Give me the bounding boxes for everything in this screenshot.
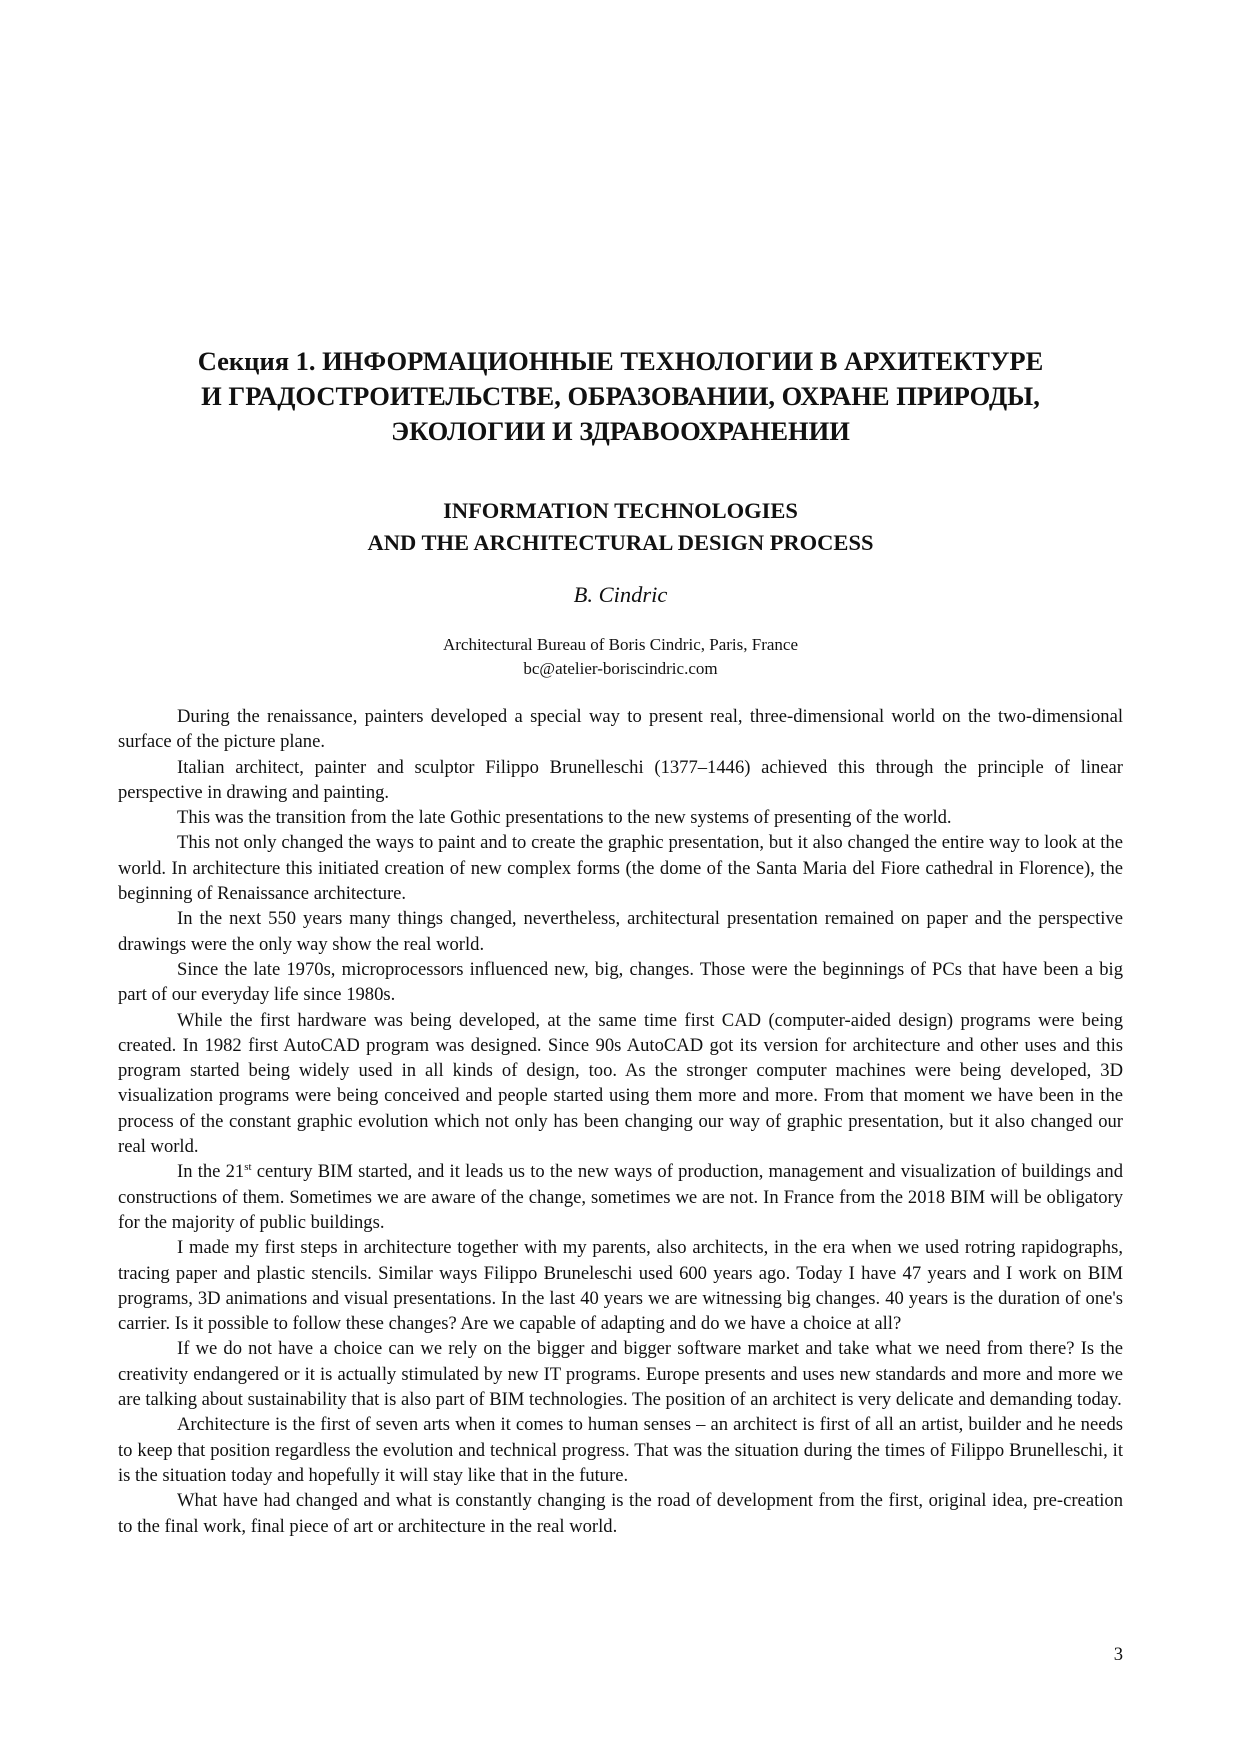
article-body xyxy=(118,704,1123,1539)
paragraph: In the next 550 years many things changed, nevertheless, architectural presentation remained on paper and the perspective drawings were the only way show the real world. xyxy=(118,908,1123,955)
paragraph: This not only changed the ways to paint and to create the graphic presentation, but it also changed the entire way to look at the world. In architecture this initiated creation of new complex forms (the dome of the Santa Maria del Fiore cathedral in Florence), the beginning of Renaissance architecture. xyxy=(118,832,1123,905)
paper-title-line: INFORMATION TECHNOLOGIES xyxy=(443,498,798,523)
paragraph: What have had changed and what is constantly changing is the road of development from the first, original idea, pre-creation to the final work, final piece of art or architecture in the real world. xyxy=(118,1490,1123,1537)
paper-title-line: AND THE ARCHITECTURAL DESIGN PROCESS xyxy=(367,530,874,555)
paragraph: Architecture is the first of seven arts when it comes to human senses – an architect is first of all an artist, builder and he needs to keep that position regardless the evolution and technical progress. That was the situation during the times of Filippo Brunelleschi, it is the situation today and hopefully it will stay like that in the future. xyxy=(118,1414,1123,1486)
ordinal-superscript: st xyxy=(244,1161,252,1174)
paragraph: Italian architect, painter and sculptor Filippo Brunelleschi (1377–1446) achieved this through the principle of linear perspective in drawing and painting. xyxy=(118,756,1123,803)
author-name: B. Cindric xyxy=(573,582,668,607)
paragraph: If we do not have a choice can we rely on the bigger and bigger software market and take what we need from there? Is the creativity endangered or it is actually stimulated by new IT programs. Europe presents and uses new standards and more and more we are talking about sustainability that is also part of BIM technologies. The position of an architect is very delicate and demanding today. xyxy=(118,1338,1123,1411)
section-heading xyxy=(118,344,1123,449)
paragraph: Since the late 1970s, microprocessors influenced new, big, changes. Those were the beginnings of PCs that have been a big part of our everyday life since 1980s. xyxy=(118,958,1123,1006)
section-heading-line: Секция 1. ИНФОРМАЦИОННЫЕ ТЕХНОЛОГИИ В АРХИТЕКТУРЕ xyxy=(197,346,1044,376)
paragraph xyxy=(118,1159,1123,1235)
paragraph: I made my first steps in architecture together with my parents, also architects, in the era when we used rotring rapidographs, tracing paper and plastic stencils. Similar ways Filippo Bruneleschi used 600 years ago. Today I have 47 years and I work on BIM programs, 3D animations and visual presentations. In the last 40 years we are witnessing big changes. 40 years is the duration of one's carrier. Is it possible to follow these changes? Are we capable of adapting and do we have a choice at all? xyxy=(118,1237,1123,1335)
page-number: 3 xyxy=(1113,1644,1123,1665)
affiliation-email: bc@atelier-boriscindric.com xyxy=(523,658,718,678)
paragraph-text: In the 21 xyxy=(177,1161,245,1183)
section-heading-line: И ГРАДОСТРОИТЕЛЬСТВЕ, ОБРАЗОВАНИИ, ОХРАНЕ ПРИРОДЫ, xyxy=(201,381,1040,411)
paragraph: During the renaissance, painters developed a special way to present real, three-dimensional world on the two-dimensional surface of the picture plane. xyxy=(118,706,1123,753)
paragraph: This was the transition from the late Gothic presentations to the new systems of presenting of the world. xyxy=(177,807,952,829)
paragraph-text: century BIM started, and it leads us to the new ways of production, management and visualization of buildings and constructions of them. Sometimes we are aware of the change, sometimes we are not. In France from the 2018 BIM will be obligatory for the majority of public buildings. xyxy=(118,1161,1123,1233)
paper-title xyxy=(118,495,1123,559)
author-affiliation xyxy=(118,633,1123,680)
affiliation-organization: Architectural Bureau of Boris Cindric, Paris, France xyxy=(442,635,798,654)
section-heading-line: ЭКОЛОГИИ И ЗДРАВООХРАНЕНИИ xyxy=(391,416,850,446)
paragraph: While the first hardware was being developed, at the same time first CAD (computer-aided design) programs were being created. In 1982 first AutoCAD program was designed. Since 90s AutoCAD got its version for architecture and other uses and this program started being widely used in all kinds of design, too. As the stronger computer machines were being developed, 3D visualization programs were being conceived and people started using them more and more. From that moment we have been in the process of the constant graphic evolution which not only has been changing our way of graphic presentation, but it also changed our real world. xyxy=(118,1009,1123,1158)
